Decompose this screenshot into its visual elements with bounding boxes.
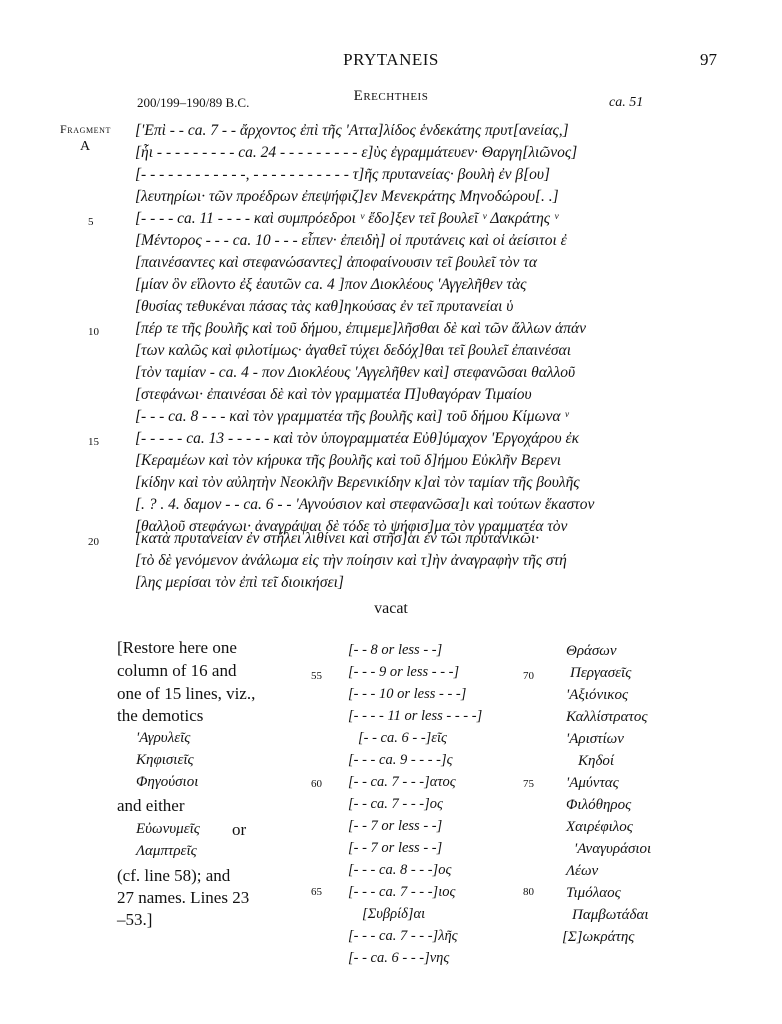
name-entry: [- - 8 or less - -] [348, 642, 443, 658]
line-number: 15 [88, 436, 99, 448]
name-entry: Χαιρέφιλος [566, 819, 633, 835]
name-entry: Παμβωτάδαι [572, 907, 649, 923]
name-entry: Τιμόλαος [566, 885, 621, 901]
inscription-line: [θυσίας τεθυκέναι πάσας τὰς καθ]ηκούσας ἐν τεῖ πρυτανείαι ὑ [135, 298, 514, 315]
name-entry: 'Αναγυράσιοι [574, 841, 652, 857]
vacat-label: vacat [374, 600, 408, 617]
inscription-line: ['Επὶ - - ca. 7 - - ἄρχοντος ἐπὶ τῆς 'Αττα]λίδος ἑνδεκάτης πρυτ[ανείας,] [135, 122, 569, 139]
note-line: –53.] [117, 910, 153, 929]
demotic-name: Λαμπτρεῖς [136, 843, 197, 859]
line-number: 80 [523, 886, 534, 898]
name-entry: Λέων [566, 863, 599, 879]
name-entry: Περγασεῖς [570, 665, 632, 681]
line-number: 70 [523, 670, 534, 682]
inscription-line: [λης μερίσαι τὸν ἐπὶ τεῖ διοικήσει] [135, 574, 344, 591]
inscription-line: [κατὰ πρυτανείαν ἐν στήλει λιθίνει καὶ στῆσ]αι ἐν τῶι πρυτανικῶι· [135, 530, 540, 547]
name-entry: Φιλόθηρος [566, 797, 632, 813]
name-entry: [- - - ca. 7 - - -]λῆς [348, 928, 458, 944]
line-number: 55 [311, 670, 322, 682]
name-entry: [- - - - 11 or less - - - -] [348, 708, 483, 724]
fragment-label: Fragment [60, 122, 112, 136]
inscription-line: [- - - ca. 8 - - - καὶ τὸν γραμματέα τῆς βουλῆς καὶ] τοῦ δήμου Κίμωνα ᵛ [135, 408, 569, 425]
note-line: and either [117, 796, 185, 815]
name-entry: [- - ca. 7 - - -]ος [348, 796, 443, 812]
name-entry: [Συβρίδ]αι [362, 906, 426, 922]
name-entry: [- - ca. 6 - - -]νης [348, 950, 450, 966]
demotic-name: Κηφισιεῖς [136, 752, 194, 768]
demotic-name: Εὐωνυμεῖς [136, 821, 200, 837]
name-entry: [- - ca. 6 - -]εῖς [358, 730, 447, 746]
name-entry: [- - ca. 7 - - -]ατος [348, 774, 456, 790]
inscription-line: [τὸν ταμίαν - ca. 4 - πον Διοκλέους 'Αγγελῆθεν καὶ] στεφανῶσαι θαλλοῦ [135, 364, 576, 381]
note-line: [Restore here one [117, 638, 237, 657]
inscription-line: [. ? . 4. δαμον - - ca. 6 - - 'Αγνούσιον καὶ στεφανῶσα]ι καὶ τούτων ἕκαστον [135, 496, 595, 513]
line-number: 75 [523, 778, 534, 790]
name-entry: [Σ]ωκράτης [562, 929, 635, 945]
fragment-letter: A [80, 139, 91, 154]
name-entry: [- - - 9 or less - - -] [348, 664, 460, 680]
note-line: (cf. line 58); and [117, 866, 231, 885]
note-line: one of 15 lines, viz., [117, 684, 256, 703]
note-line: the demotics [117, 706, 204, 725]
inscription-line: [παινέσαντες καὶ στεφανώσαντες] ἀποφαίνουσιν τεῖ βουλεῖ τὸν τα [135, 254, 537, 271]
date-range: 200/199–190/89 B.C. [137, 95, 250, 110]
page-number: 97 [700, 50, 717, 69]
name-entry: [- - - ca. 9 - - - -]ς [348, 752, 453, 768]
note-line: column of 16 and [117, 661, 237, 680]
name-entry: [- - 7 or less - -] [348, 818, 443, 834]
name-entry: Καλλίστρατος [566, 709, 648, 725]
name-entry: 'Αξιόνικος [566, 687, 629, 703]
inscription-line: [στεφάνωι· ἐπαινέσαι δὲ καὶ τὸν γραμματέα Π]υθαγόραν Τιμαίου [135, 386, 532, 403]
inscription-line: [Κεραμέων καὶ τὸν κήρυκα τῆς βουλῆς καὶ τοῦ δ]ήμου Εὐκλῆν Βερενι [135, 452, 562, 469]
name-entry: 'Αριστίων [566, 731, 624, 747]
inscription-line: [λευτηρίωι· τῶν προέδρων ἐπεψήφιζ]εν Μενεκράτης Μηνοδώρου[. .] [135, 188, 559, 205]
inscription-line: [κίδην καὶ τὸν αὐλητὴν Νεοκλῆν Βερενικίδην κ]αὶ τὸν ταμίαν τῆς βουλῆς [135, 474, 580, 491]
inscription-line: [ἧι - - - - - - - - - ca. 24 - - - - - - - - - ε]ὺς ἐγραμμάτευεν· Θαργη[λιῶνος] [135, 144, 578, 161]
inscription-line: [μίαν ὃν εἵλοντο ἐξ ἑαυτῶν ca. 4 ]πον Διοκλέους 'Αγγελῆθεν τὰς [135, 276, 527, 293]
line-number: 65 [311, 886, 322, 898]
running-title: PRYTANEIS [343, 50, 439, 69]
tribe-heading: Erechtheis [353, 88, 429, 104]
line-number: 20 [88, 536, 99, 548]
inscription-line: [πέρ τε τῆς βουλῆς καὶ τοῦ δήμου, ἐπιμεμε]λῆσθαι δὲ καὶ τῶν ἄλλων ἁπάν [135, 320, 586, 337]
name-entry: [- - - 10 or less - - -] [348, 686, 467, 702]
inscription-line: [- - - - - - - - - - - -, - - - - - - - - - - - τ]ῆς πρυτανείας· βουλὴ ἐν β[ου] [135, 166, 551, 183]
name-entry: [- - - ca. 7 - - -]ιος [348, 884, 456, 900]
name-entry: [- - - ca. 8 - - -]ος [348, 862, 452, 878]
inscription-line: [θαλλοῦ στεφάνωι· ἀναγράψαι δὲ τόδε τὸ ψήφισ]μα τὸν γραμματέα τὸν [135, 518, 568, 535]
circa-letters: ca. 51 [609, 95, 644, 110]
name-entry: Κηδοί [578, 753, 615, 769]
or-word: or [232, 820, 247, 839]
name-entry: Θράσων [566, 643, 617, 659]
inscription-line: [- - - - ca. 11 - - - - καὶ συμπρόεδροι ᵛ ἔδο]ξεν τεῖ βουλεῖ ᵛ Δακράτης ᵛ [135, 210, 559, 227]
line-number: 10 [88, 326, 99, 338]
inscription-line: [των καλῶς καὶ φιλοτίμως· ἀγαθεῖ τύχει δεδόχ]θαι τεῖ βουλεῖ ἐπαινέσαι [135, 342, 571, 359]
demotic-name: 'Αγρυλεῖς [136, 730, 191, 746]
inscription-line: [Μέντορος - - - ca. 10 - - - εἶπεν· ἐπειδὴ] οἱ πρυτάνεις καὶ οἱ ἀείσιτοι ἐ [135, 232, 567, 249]
line-number: 5 [88, 216, 94, 228]
inscription-line: [τὸ δὲ γενόμενον ἀνάλωμα εἰς τὴν ποίησιν καὶ τ]ὴν ἀναγραφὴν τῆς στή [135, 552, 567, 569]
note-line: 27 names. Lines 23 [117, 888, 250, 907]
inscription-line: [- - - - - ca. 13 - - - - - καὶ τὸν ὑπογραμματέα Εὐθ]ύμαχον 'Εργοχάρου ἐκ [135, 430, 580, 447]
name-entry: 'Αμύντας [566, 775, 619, 791]
demotic-name: Φηγούσιοι [136, 774, 199, 790]
line-number: 60 [311, 778, 322, 790]
name-entry: [- - 7 or less - -] [348, 840, 443, 856]
